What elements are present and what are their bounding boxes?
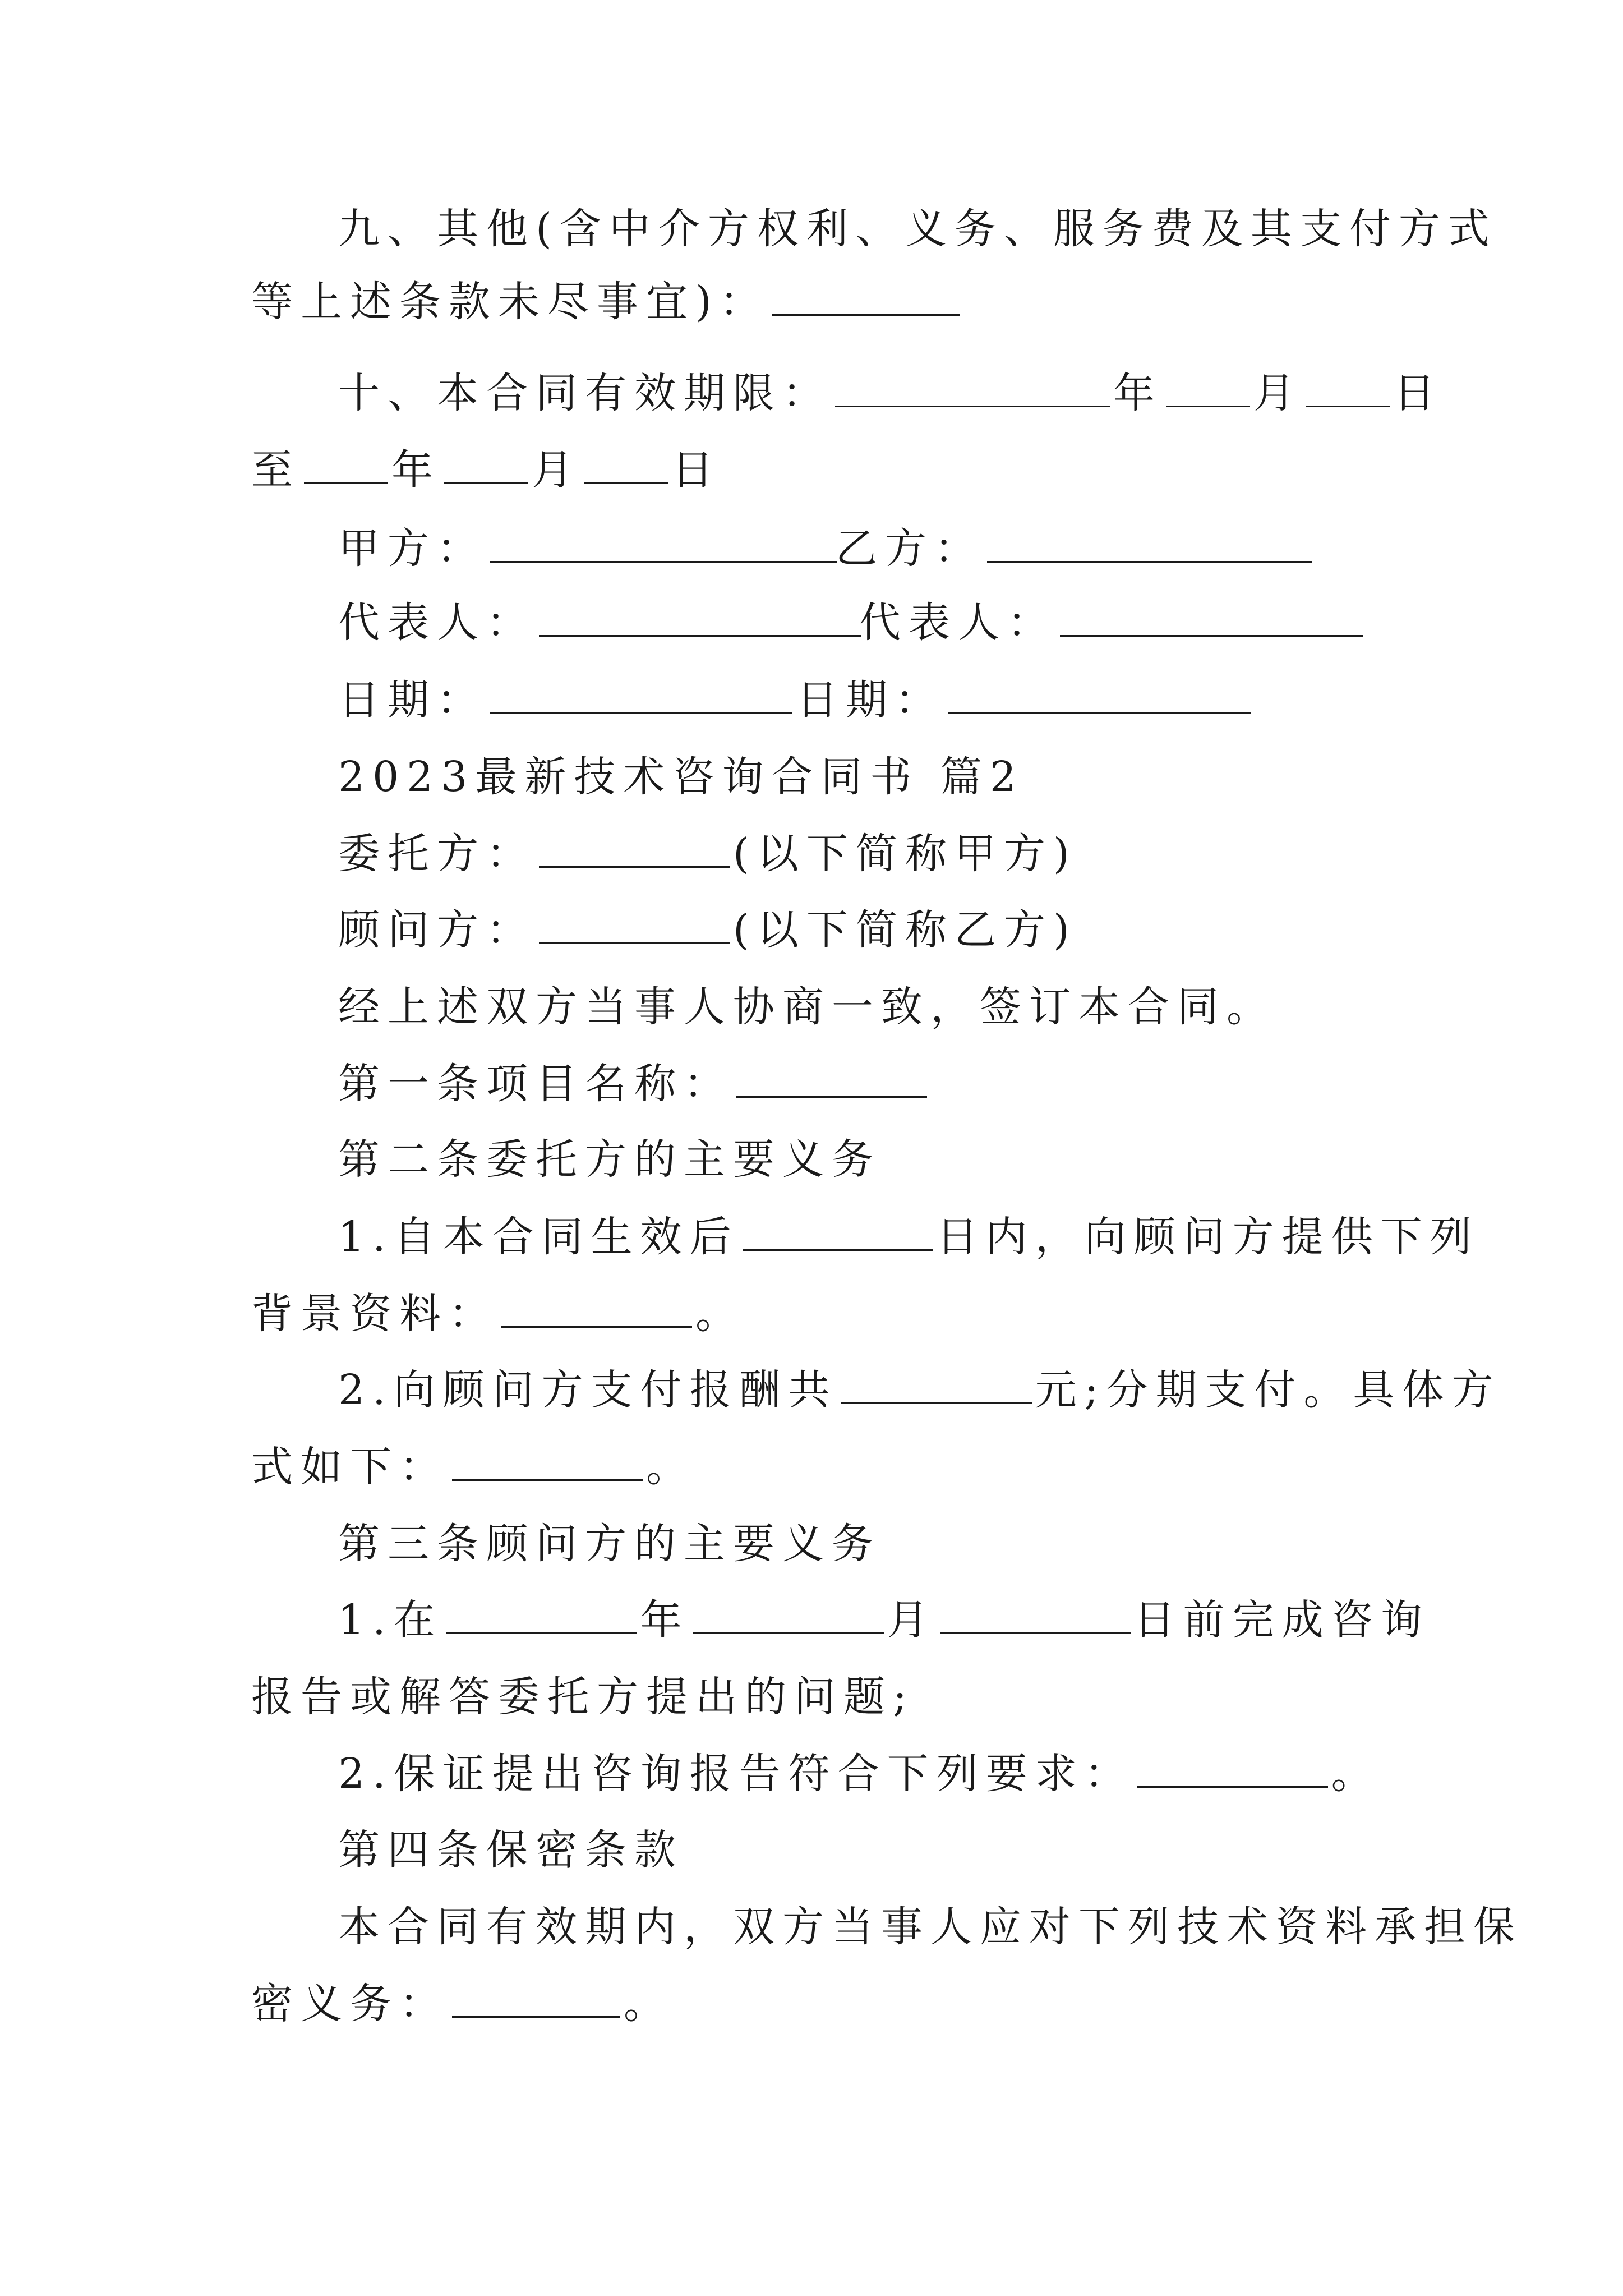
period: 。 <box>1331 1750 1381 1798</box>
consultant-blank[interactable] <box>539 908 730 944</box>
article-2-heading <box>0 1126 1623 1193</box>
date-b-blank[interactable] <box>948 678 1251 714</box>
article-3-title: 第三条顾问方的主要义务 <box>338 1520 881 1568</box>
day-label: 日 <box>672 446 721 494</box>
year-label: 年 <box>391 446 441 494</box>
clause-9-text: 九、其他(含中介方权利、义务、服务费及其支付方式 <box>338 205 1497 253</box>
article-2-2-text-cont: 元;分期支付。具体方 <box>1035 1366 1501 1414</box>
days-blank[interactable] <box>743 1214 933 1251</box>
validity-start-month-blank[interactable] <box>1166 371 1250 407</box>
client-alias: (以下简称甲方) <box>733 830 1077 878</box>
period: 。 <box>646 1443 695 1491</box>
article-3-1-text: 1.在 <box>338 1596 443 1644</box>
clause-9-blank[interactable] <box>772 279 960 316</box>
client-line <box>0 820 1623 887</box>
article-2-item-2 <box>0 1356 1623 1424</box>
article-2-item-1-cont <box>0 1280 1623 1347</box>
month-label: 月 <box>532 446 581 494</box>
party-a-blank[interactable] <box>490 526 837 563</box>
parties-line <box>0 515 1623 582</box>
consultant-label: 顾问方： <box>338 906 536 954</box>
background-blank[interactable] <box>501 1291 692 1328</box>
section-heading-2 <box>0 743 1623 811</box>
party-b-blank[interactable] <box>987 526 1312 563</box>
article-4-heading <box>0 1816 1623 1884</box>
rep-b-blank[interactable] <box>1060 600 1363 637</box>
rep-a-label: 代表人： <box>338 599 536 647</box>
article-3-item-2 <box>0 1740 1623 1807</box>
client-blank[interactable] <box>539 831 730 868</box>
deadline-year-blank[interactable] <box>446 1598 637 1634</box>
background-label: 背景资料： <box>251 1290 498 1338</box>
article-4-text: 本合同有效期内，双方当事人应对下列技术资料承担保 <box>338 1903 1523 1951</box>
article-4-title: 第四条保密条款 <box>338 1826 684 1874</box>
deadline-day-blank[interactable] <box>940 1598 1131 1634</box>
article-3-heading <box>0 1510 1623 1577</box>
clause-10-label: 十、本合同有效期限： <box>338 369 832 417</box>
article-4-body-cont <box>0 1970 1623 2037</box>
date-a-blank[interactable] <box>490 678 792 714</box>
year-label: 年 <box>1113 369 1163 417</box>
contract-2-title: 2023最新技术咨询合同书 篇2 <box>338 753 1024 801</box>
project-name-blank[interactable] <box>736 1061 927 1098</box>
consultant-line <box>0 896 1623 964</box>
clause-9-line-1 <box>0 195 1623 263</box>
method-label: 式如下： <box>251 1443 449 1491</box>
rep-b-label: 代表人： <box>859 599 1057 647</box>
article-1-line <box>0 1050 1623 1117</box>
party-b-label: 乙方： <box>836 524 984 573</box>
validity-end-day-blank[interactable] <box>584 448 668 484</box>
clause-10-line-2 <box>0 436 1623 504</box>
article-2-1-text: 1.自本合同生效后 <box>338 1213 739 1261</box>
day-label: 日 <box>1394 369 1443 417</box>
article-2-item-1 <box>0 1203 1623 1271</box>
representatives-line <box>0 589 1623 656</box>
requirements-blank[interactable] <box>1137 1751 1328 1788</box>
clause-10-line-1 <box>0 360 1623 427</box>
article-3-item-1-cont <box>0 1663 1623 1731</box>
validity-end-year-blank[interactable] <box>304 448 388 484</box>
date-b-label: 日期： <box>796 676 944 724</box>
deadline-month-blank[interactable] <box>693 1598 884 1634</box>
date-a-label: 日期： <box>338 676 486 724</box>
month-label: 月 <box>887 1596 937 1644</box>
fee-blank[interactable] <box>841 1368 1032 1404</box>
clause-9-line-2 <box>0 268 1623 335</box>
confidentiality-label: 密义务： <box>251 1980 449 2028</box>
payment-method-blank[interactable] <box>452 1444 643 1481</box>
client-label: 委托方： <box>338 830 536 878</box>
period: 。 <box>695 1290 745 1338</box>
agreement-text: 经上述双方当事人协商一致，签订本合同。 <box>338 983 1276 1031</box>
article-4-body <box>0 1893 1623 1961</box>
clause-9-continuation: 等上述条款未尽事宜)： <box>251 278 769 326</box>
to-label: 至 <box>251 446 301 494</box>
article-2-2-text: 2.向顾问方支付报酬共 <box>338 1366 838 1414</box>
validity-start-day-blank[interactable] <box>1306 371 1390 407</box>
period: 。 <box>624 1980 673 2028</box>
article-3-1-text-end: 报告或解答委托方提出的问题; <box>251 1673 915 1721</box>
article-3-2-text: 2.保证提出咨询报告符合下列要求： <box>338 1750 1134 1798</box>
validity-start-year-blank[interactable] <box>835 371 1110 407</box>
article-2-1-text-cont: 日内，向顾问方提供下列 <box>936 1213 1479 1261</box>
article-2-item-2-cont <box>0 1433 1623 1501</box>
year-label: 年 <box>640 1596 690 1644</box>
article-2-title: 第二条委托方的主要义务 <box>338 1135 881 1184</box>
confidential-materials-blank[interactable] <box>452 1981 620 2018</box>
consultant-alias: (以下简称乙方) <box>733 906 1077 954</box>
validity-end-month-blank[interactable] <box>444 448 528 484</box>
article-3-item-1 <box>0 1586 1623 1654</box>
article-3-1-text-cont: 日前完成咨询 <box>1133 1596 1430 1644</box>
agreement-line <box>0 973 1623 1041</box>
dates-line <box>0 666 1623 734</box>
month-label: 月 <box>1253 369 1303 417</box>
rep-a-blank[interactable] <box>539 600 861 637</box>
article-1-label: 第一条项目名称： <box>338 1060 733 1108</box>
party-a-label: 甲方： <box>338 524 486 573</box>
